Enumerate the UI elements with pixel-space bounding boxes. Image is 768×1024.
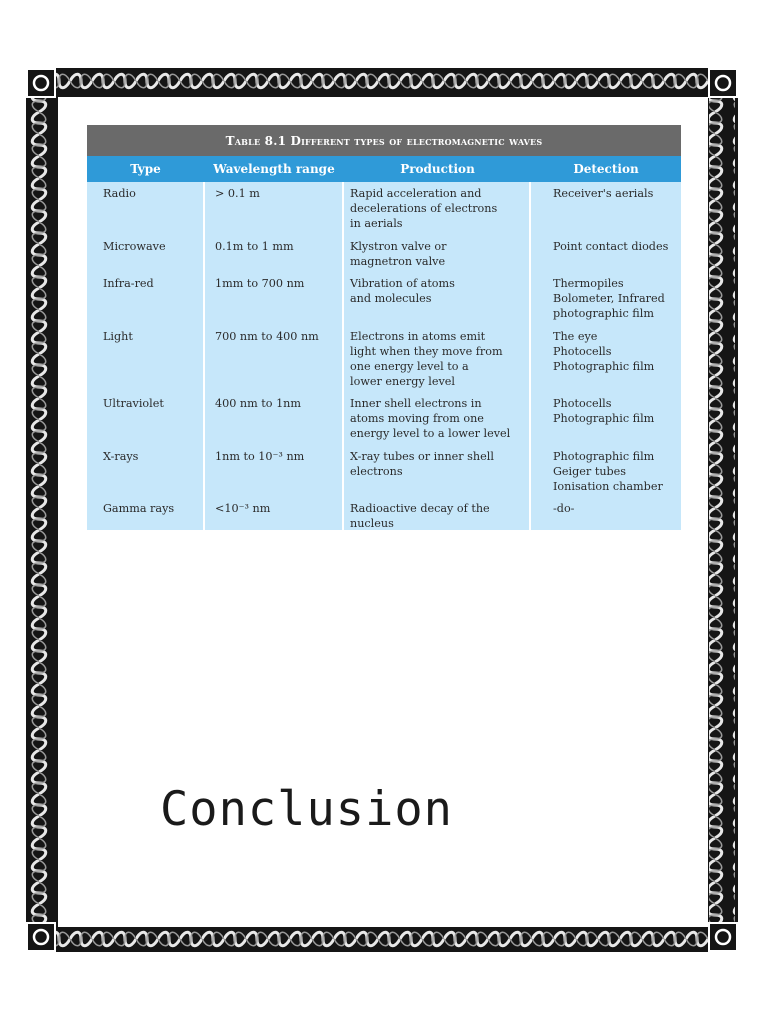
column-divider (342, 182, 344, 530)
cell-detection: Photographic film Geiger tubes Ionisation chamber (553, 450, 663, 493)
cell-type: Gamma rays (103, 502, 175, 515)
cell-wavelength: 400 nm to 1nm (215, 397, 301, 410)
table-title: Table 8.1 Different types of electromagnetic waves (87, 125, 681, 156)
cell-production: X-ray tubes or inner shell electrons (350, 450, 494, 478)
cell-wavelength: 1nm to 10⁻³ nm (215, 450, 305, 463)
cell-production: Radioactive decay of the nucleus (350, 502, 490, 530)
cell-type: Microwave (103, 240, 166, 253)
cell-wavelength: 1mm to 700 nm (215, 277, 305, 290)
cell-type: X-rays (103, 450, 139, 463)
cell-type: Ultraviolet (103, 397, 164, 410)
cell-wavelength: > 0.1 m (215, 187, 260, 200)
cell-production: Electrons in atoms emit light when they move from one energy level to a lower energy level (350, 330, 503, 388)
column-divider (529, 182, 531, 530)
cell-type: Light (103, 330, 133, 343)
cell-detection: The eye Photocells Photographic film (553, 330, 655, 373)
header-detection: Detection (573, 162, 639, 176)
conclusion-heading: Conclusion (160, 782, 453, 837)
cell-detection: Point contact diodes (553, 240, 669, 253)
cell-detection: Thermopiles Bolometer, Infrared photographic film (553, 277, 665, 320)
cell-detection: Receiver's aerials (553, 187, 654, 200)
cell-production: Inner shell electrons in atoms moving from one energy level to a lower level (350, 397, 511, 440)
cell-wavelength: 0.1m to 1 mm (215, 240, 294, 253)
table-header-row (87, 156, 681, 182)
cell-type: Radio (103, 187, 136, 200)
header-production: Production (400, 162, 475, 176)
cell-wavelength: 700 nm to 400 nm (215, 330, 319, 343)
cell-production: Rapid acceleration and decelerations of electrons in aerials (350, 187, 498, 230)
column-divider (203, 182, 205, 530)
cell-wavelength: <10⁻³ nm (215, 502, 271, 515)
cell-production: Klystron valve or magnetron valve (350, 240, 447, 268)
header-type: Type (130, 162, 161, 176)
cell-production: Vibration of atoms and molecules (350, 277, 455, 305)
cell-type: Infra-red (103, 277, 154, 290)
cell-detection: -do- (553, 502, 575, 515)
cell-detection: Photocells Photographic film (553, 397, 655, 425)
header-wavelength: Wavelength range (213, 162, 335, 176)
